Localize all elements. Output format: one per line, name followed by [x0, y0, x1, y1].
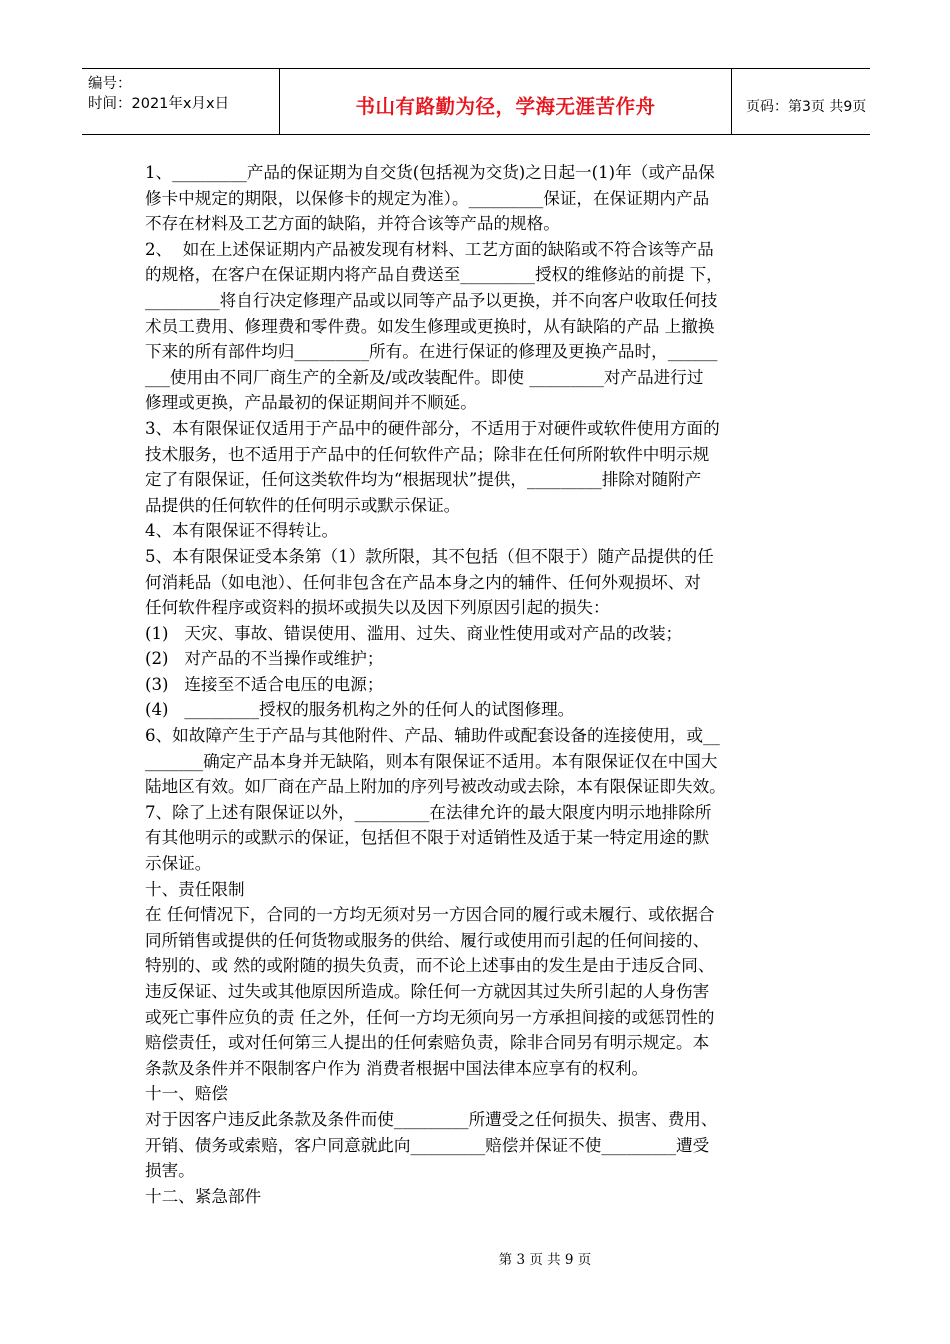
- body-text-line: 修卡中规定的期限，以保修卡的规定为准）。_________保证，在保证期内产品: [145, 188, 710, 208]
- body-text-line: 对于因客户违反此条款及条件而使_________所遭受之任何损失、损害、费用、: [145, 1109, 718, 1129]
- body-text-line: 违反保证、过失或其他原因所造成。除任何一方就因其过失所引起的人身伤害: [145, 982, 710, 1001]
- body-text-line: (3) 连接至不适合电压的电源；: [145, 674, 384, 694]
- body-text-line: 任何软件程序或资料的损坏或损失以及因下列原因引起的损失：: [145, 598, 610, 618]
- body-text-line: 开销、债务或索赔，客户同意就此向_________赔偿并保证不使_________遭受: [145, 1135, 710, 1155]
- body-text-line: 何消耗品（如电池）、任何非包含在产品本身之内的辅件、任何外观损坏、对: [145, 572, 701, 592]
- body-text-line: 或死亡事件应负的责 任之外，任何一方均无须向另一方承担间接的或惩罚性的: [145, 1007, 715, 1027]
- header-motto-cell: [280, 69, 732, 134]
- body-text-line: 不存在材料及工艺方面的缺陷，并符合该等产品的规格。: [145, 214, 560, 234]
- body-text-line: (4) _________授权的服务机构之外的任何人的试图修理。: [145, 700, 575, 720]
- body-text-line: 品提供的任何软件的任何明示或默示保证。: [145, 495, 461, 515]
- page-header: [82, 68, 870, 135]
- body-text-line: 陆地区有效。如厂商在产品上附加的序列号被改动或去除，本有限保证即失效。: [145, 777, 726, 797]
- header-meta: [82, 69, 280, 134]
- body-text-line: 十二、紧急部件: [145, 1186, 262, 1206]
- body-text-line: 2、 如在上述保证期内产品被发现有材料、工艺方面的缺陷或不符合该等产品: [145, 239, 714, 259]
- body-text-line: 在 任何情况下，合同的一方均无须对另一方因合同的履行或未履行、或依据合: [145, 905, 715, 925]
- body-text-line: ___使用由不同厂商生产的全新及/或改装配件。即使 _________对产品进行过: [145, 367, 704, 387]
- header-page-code: 页码：第3页 共9页: [746, 98, 867, 115]
- body-text-line: 术员工费用、修理费和零件费。如发生修理或更换时，从有缺陷的产品 上撤换: [145, 316, 715, 336]
- body-text-line: 1、_________产品的保证期为自交货(包括视为交货)之日起一(1)年（或产品保: [145, 163, 715, 182]
- body-text-line: 4、本有限保证不得转让。: [145, 521, 339, 541]
- body-text-line: _________将自行决定修理产品或以同等产品予以更换，并不向客户收取任何技: [145, 290, 718, 310]
- date-label: 时间：2021年x月x日: [88, 96, 230, 112]
- body-text-line: 十、责任限制: [145, 879, 245, 899]
- serial-number-label: 编号：: [88, 76, 132, 92]
- body-text-line: 修理或更换，产品最初的保证期间并不顺延。: [145, 393, 477, 413]
- body-text-line: 赔偿责任，或对任何第三人提出的任何索赔负责，除非合同另有明示规定。本: [145, 1033, 710, 1053]
- body-text-line: _______确定产品本身并无缺陷，则本有限保证不适用。本有限保证仅在中国大: [145, 751, 718, 771]
- document-body: [145, 160, 809, 1209]
- body-text-line: 条款及条件并不限制客户作为 消费者根据中国法律本应享有的权利。: [145, 1058, 649, 1078]
- header-motto: 书山有路勤为径，学海无涯苦作舟: [355, 94, 656, 118]
- body-text-line: 损害。: [145, 1161, 195, 1181]
- body-text-line: 7、除了上述有限保证以外，_________在法律允许的最大限度内明示地排除所: [145, 802, 712, 822]
- body-text-line: 同所销售或提供的任何货物或服务的供给、履行或使用而引起的任何间接的、: [145, 930, 710, 950]
- body-text-line: (2) 对产品的不当操作或维护；: [145, 649, 384, 669]
- body-text-line: 有其他明示的或默示的保证，包括但不限于对适销性及适于某一特定用途的默: [145, 828, 710, 848]
- body-text-line: (1) 天灾、事故、错误使用、滥用、过失、商业性使用或对产品的改装；: [145, 623, 683, 643]
- body-text-line: 6、如故障产生于产品与其他附件、产品、辅助件或配套设备的连接使用，或__: [145, 726, 720, 746]
- header-page-code-cell: [732, 69, 870, 134]
- body-text-line: 3、本有限保证仅适用于产品中的硬件部分，不适用于对硬件或软件使用方面的: [145, 418, 720, 438]
- body-text-line: 特别的、或 然的或附随的损失负责，而不论上述事由的发生是由于违反合同、: [145, 956, 715, 976]
- page-footer: [0, 1248, 950, 1268]
- body-text-line: 示保证。: [145, 854, 212, 874]
- body-text-line: 十一、赔偿: [145, 1084, 228, 1104]
- body-text-line: 5、本有限保证受本条第（1）款所限，其不包括（但不限于）随产品提供的任: [145, 546, 714, 566]
- body-text-line: 下来的所有部件均归_________所有。在进行保证的修理及更换产品时，______: [145, 342, 718, 362]
- footer-page-number: 第 3 页 共 9 页: [498, 1252, 592, 1268]
- body-text-line: 技术服务，也不适用于产品中的任何软件产品；除非在任何所附软件中明示规: [145, 444, 710, 464]
- body-text-line: 的规格，在客户在保证期内将产品自费送至_________授权的维修站的前提 下，: [145, 265, 723, 285]
- body-text-line: 定了有限保证，任何这类软件均为“根据现状”提供，_________排除对随附产: [145, 470, 702, 490]
